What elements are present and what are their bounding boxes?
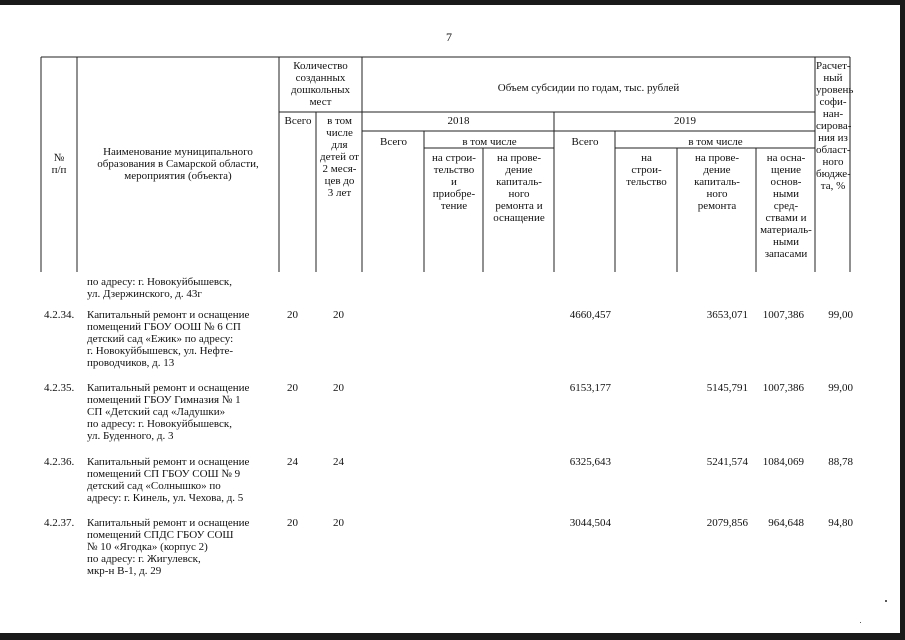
row-num: 4.2.37. — [44, 517, 75, 529]
row-places-total: 20 — [287, 382, 298, 394]
row-name: Капитальный ремонт и оснащение помещений СП ГБОУ СОШ № 9 детский сад «Солнышко» по адресу: г. Кинель, ул. Чехова, д. 5 — [87, 456, 250, 504]
row-places-infant: 20 — [333, 309, 344, 321]
row-equip-2019: 1007,386 — [762, 382, 804, 394]
page-number: 7 — [446, 30, 452, 44]
row-total-2019: 6325,643 — [569, 456, 611, 468]
row-level: 99,00 — [828, 309, 853, 321]
row-repair-2019: 2079,856 — [706, 517, 748, 529]
row-repair-2019: 5241,574 — [706, 456, 748, 468]
row-places-infant: 20 — [333, 382, 344, 394]
header-incl-2019: в том числе — [688, 136, 743, 148]
row-num: 4.2.34. — [44, 309, 75, 321]
row-places-total: 20 — [287, 309, 298, 321]
row-places-infant: 24 — [333, 456, 344, 468]
header-year-2019: 2019 — [674, 115, 696, 127]
row-repair-2019: 3653,071 — [706, 309, 748, 321]
header-repair-2018: на прове- дение капиталь- ного ремонта и оснащение — [493, 152, 545, 224]
row-name: Капитальный ремонт и оснащение помещений ГБОУ ООШ № 6 СП детский сад «Ежик» по адресу: г. Новокуйбышевск, ул. Нефте- проводчиков, д. 13 — [87, 309, 250, 369]
header-equip-2019: на осна- щение основ- ными сред- ствами и материаль- ными запасами — [760, 152, 812, 260]
header-num: № п/п — [51, 152, 67, 176]
row-places-infant: 20 — [333, 517, 344, 529]
header-total-2018: Всего — [380, 136, 407, 148]
row-equip-2019: 1084,069 — [762, 456, 804, 468]
row-equip-2019: 1007,386 — [762, 309, 804, 321]
scan-speck — [885, 600, 887, 602]
row-level: 99,00 — [828, 382, 853, 394]
row-name: Капитальный ремонт и оснащение помещений ГБОУ Гимназия № 1 СП «Детский сад «Ладушки» по адресу: г. Новокуйбышевск, ул. Буденного, д. 3 — [87, 382, 250, 442]
header-places-group: Количество созданных дошкольных мест — [291, 60, 350, 108]
header-build-2019: на строи- тельство — [626, 152, 667, 188]
row-num: 4.2.35. — [44, 382, 75, 394]
header-name: Наименование муниципального образования в Самарской области, мероприятия (объекта) — [97, 146, 259, 182]
header-incl-2018: в том числе — [462, 136, 517, 148]
row-level: 94,80 — [828, 517, 853, 529]
header-build-2018: на строи- тельство и приобре- тение — [432, 152, 476, 212]
row-equip-2019: 964,648 — [768, 517, 804, 529]
header-places-total: Всего — [284, 115, 312, 127]
header-total-2019: Всего — [571, 136, 599, 148]
row-num: 4.2.36. — [44, 456, 75, 468]
row-total-2019: 6153,177 — [569, 382, 611, 394]
row-name: Капитальный ремонт и оснащение помещений СПДС ГБОУ СОШ № 10 «Ягодка» (корпус 2) по адресу: г. Жигулевск, мкр-н В-1, д. 29 — [87, 517, 250, 577]
header-level: Расчет- ный уровень софи- нан- сирова- ния из област- ного бюдже- та, % — [816, 60, 854, 192]
header-places-infant: в том числе для детей от 2 меся- цев до 3 лет — [320, 115, 359, 199]
row-total-2019: 4660,457 — [569, 309, 611, 321]
scan-speck — [860, 622, 861, 623]
header-repair-2019: на прове- дение капиталь- ного ремонта — [694, 152, 740, 212]
row-places-total: 24 — [287, 456, 298, 468]
continuation-text: по адресу: г. Новокуйбышевск, ул. Дзержинского, д. 43г — [87, 276, 233, 300]
header-year-2018: 2018 — [447, 115, 470, 127]
row-places-total: 20 — [287, 517, 298, 529]
row-level: 88,78 — [828, 456, 853, 468]
row-total-2019: 3044,504 — [569, 517, 611, 529]
header-subsidy-group: Объем субсидии по годам, тыс. рублей — [497, 82, 680, 94]
row-repair-2019: 5145,791 — [706, 382, 748, 394]
